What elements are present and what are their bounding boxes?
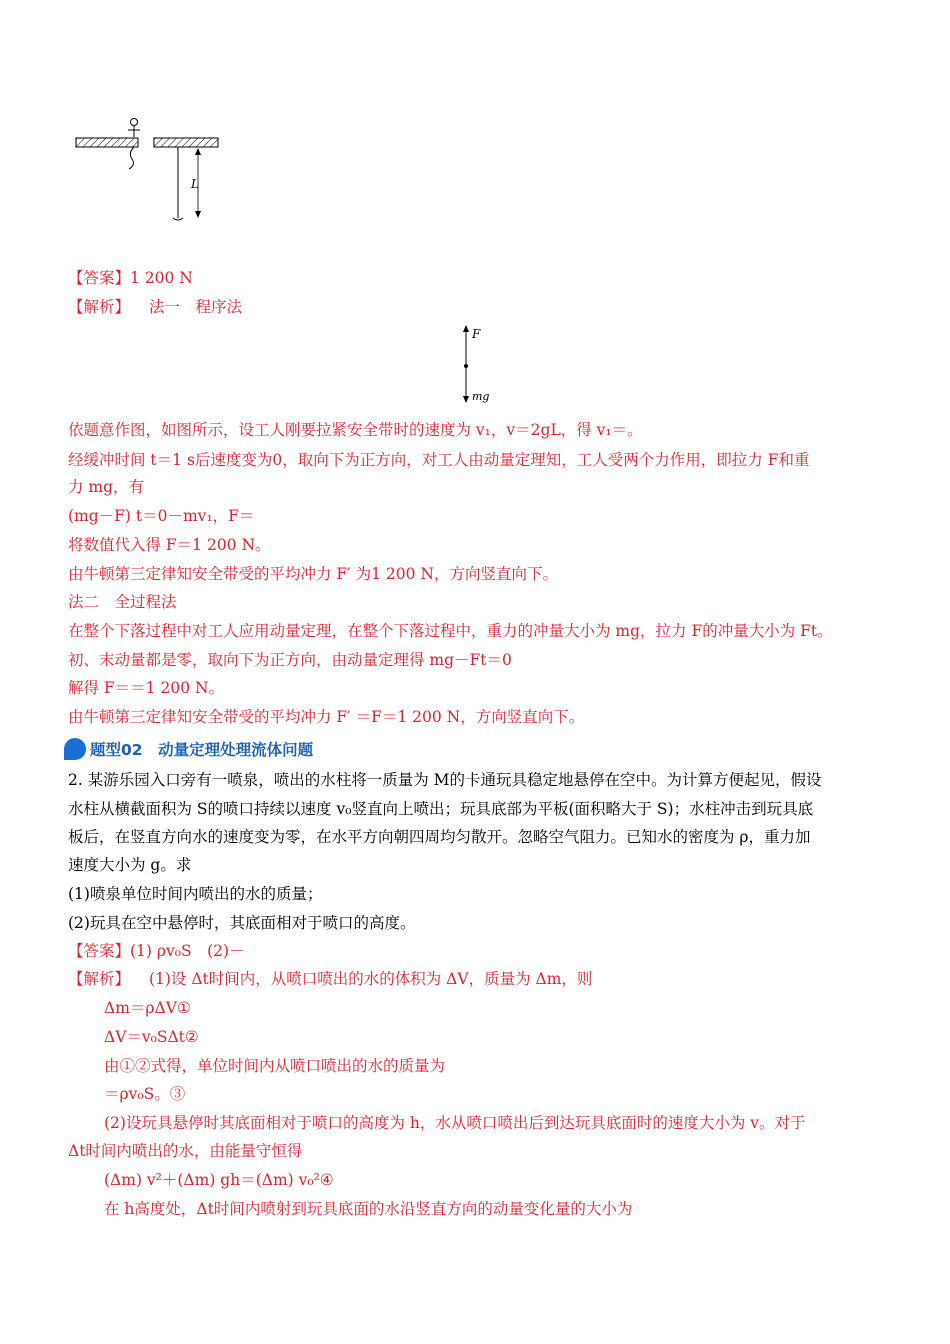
q1-line: 将数值代入得 F＝1 200 N。 [68, 536, 271, 554]
q2-line: 在 h高度处，Δt时间内喷射到玩具底面的水沿竖直方向的动量变化量的大小为 [104, 1200, 633, 1218]
q1-analysis-head: 【解析】 [68, 298, 131, 316]
q1-line: 依题意作图，如图所示，设工人刚要拉紧安全带时的速度为 v₁，v＝2gL，得 v₁＝。 [68, 421, 643, 439]
q2-stem-line: (2)玩具在空中悬停时，其底面相对于喷口的高度。 [68, 914, 416, 932]
q2-answer: 【答案】(1) ρv₀S (2)－ [68, 942, 245, 960]
q2-line: (2)设玩具悬停时其底面相对于喷口的高度为 h，水从喷口喷出后到达玩具底面时的速度大小为 v。对于 [104, 1114, 806, 1132]
q1-line: (mg－F) t＝0－mv₁，F＝ [68, 507, 255, 525]
q2-stem-line: 水柱从横截面积为 S的喷口持续以速度 v₀竖直向上喷出；玩具底部为平板(面积略大于 S)；水柱冲击到玩具底 [68, 800, 814, 818]
q2-stem-line: 板后，在竖直方向水的速度变为零，在水平方向朝四周均匀散开。忽略空气阻力。已知水的密度为 ρ，重力加 [68, 828, 811, 846]
q2-analysis-first: (1)设 Δt时间内，从喷口喷出的水的体积为 ΔV，质量为 Δm，则 [148, 970, 593, 988]
section-header [64, 738, 313, 760]
q2-analysis-head: 【解析】 [68, 970, 131, 988]
q2-line: Δm＝ρΔV① [104, 999, 191, 1017]
length-label: L [191, 177, 199, 191]
q1-line: 初、末动量都是零，取向下为正方向，由动量定理得 mg－Ft＝0 [68, 651, 512, 669]
q1-analysis [68, 297, 242, 317]
q1-answer: 【答案】1 200 N [68, 269, 193, 287]
q2-line: ΔV＝v₀SΔt② [104, 1028, 199, 1046]
q1-line: 解得 F＝＝1 200 N。 [68, 679, 225, 697]
q2-line: 由①②式得，单位时间内从喷口喷出的水的质量为 [104, 1057, 446, 1075]
q1-line: 由牛顿第三定律知安全带受的平均冲力 F′ ＝F＝1 200 N，方向竖直向下。 [68, 708, 585, 726]
section-title: 题型02 动量定理处理流体问题 [90, 741, 314, 759]
q2-stem-line: (1)喷泉单位时间内喷出的水的质量； [68, 885, 323, 903]
q2-line: (Δm) v²＋(Δm) gh＝(Δm) v₀²④ [104, 1171, 334, 1189]
force-diagram [452, 322, 512, 406]
q1-line: 经缓冲时间 t＝1 s后速度变为0，取向下为正方向，对工人由动量定理知，工人受两个力作用，即拉力 F和重 [68, 451, 810, 469]
worker-safety-belt-figure [70, 110, 230, 230]
q2-stem-line: 2. 某游乐园入口旁有一喷泉，喷出的水柱将一质量为 M的卡通玩具稳定地悬停在空中。为计算方便起见，假设 [68, 771, 822, 789]
q2-line: ＝ρv₀S。③ [104, 1085, 186, 1103]
q1-line: 在整个下落过程中对工人应用动量定理，在整个下落过程中，重力的冲量大小为 mg，拉力 F的冲量大小为 Ft。 [68, 622, 833, 640]
q1-line: 由牛顿第三定律知安全带受的平均冲力 F′ 为1 200 N，方向竖直向下。 [68, 565, 558, 583]
q2-line: Δt时间内喷出的水，由能量守恒得 [68, 1142, 303, 1160]
section-marker-icon [64, 738, 86, 760]
q2-analysis [68, 969, 592, 989]
weight-mg-label: mg [472, 390, 490, 403]
force-f-label: F [472, 327, 481, 341]
q1-analysis-method: 法一 程序法 [148, 298, 242, 316]
q1-line: 法二 全过程法 [68, 593, 177, 611]
q1-line: 力 mg，有 [68, 478, 145, 496]
q2-stem-line: 速度大小为 g。求 [68, 856, 192, 874]
